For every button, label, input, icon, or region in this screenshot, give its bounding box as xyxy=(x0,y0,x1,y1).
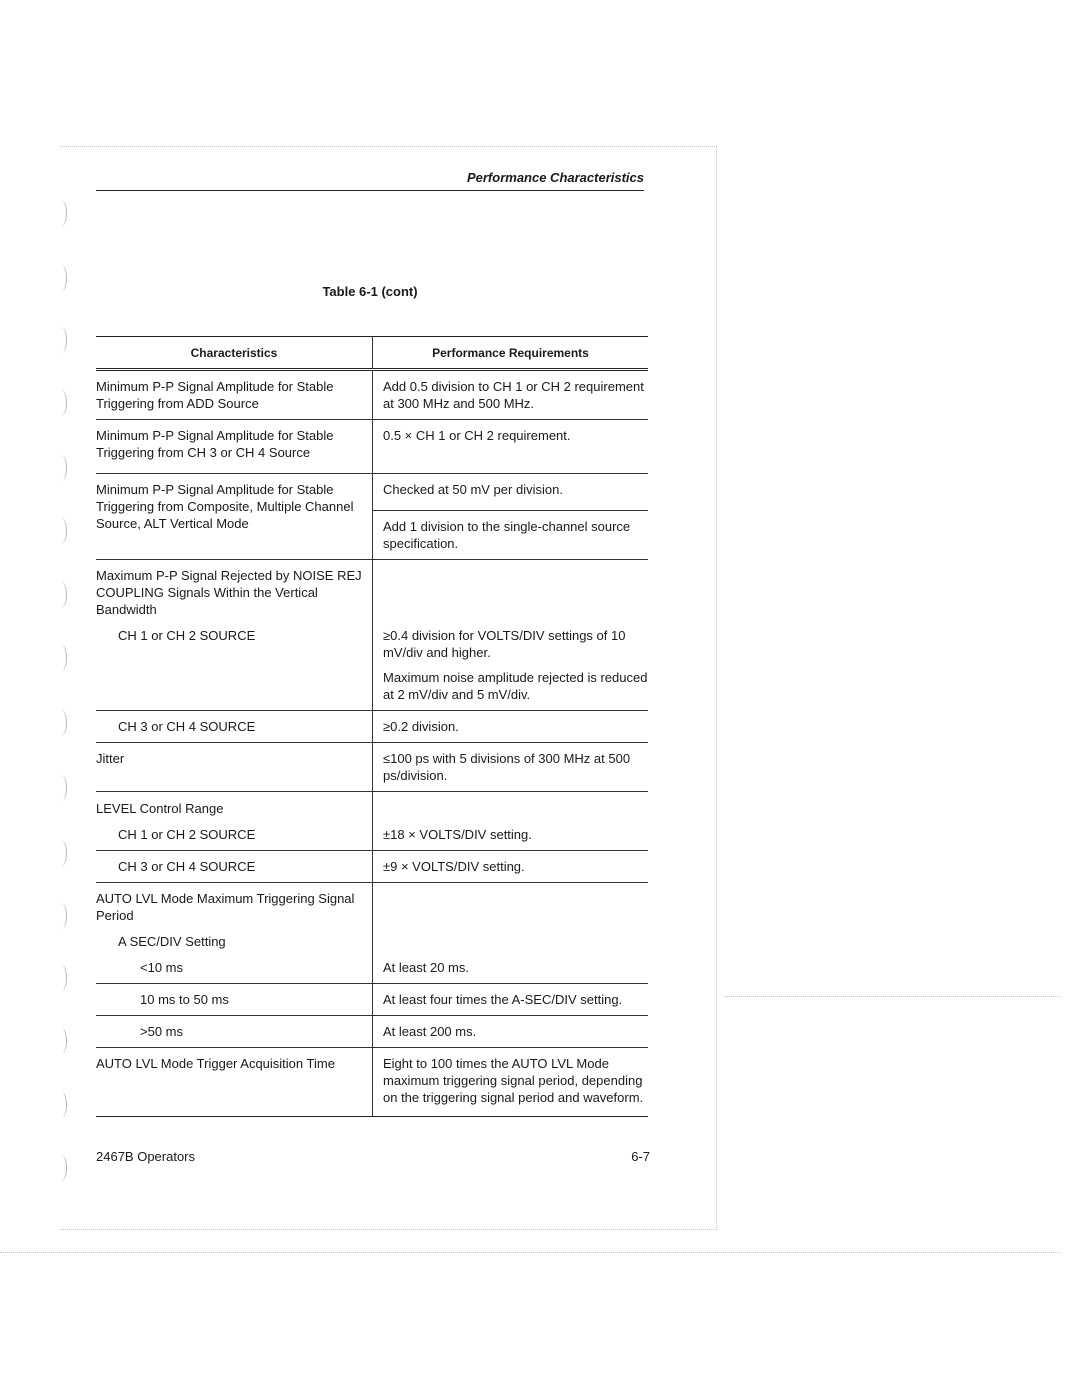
requirement-cell: Maximum noise amplitude rejected is reduced at 2 mV/div and 5 mV/div. xyxy=(373,665,649,711)
table-row xyxy=(96,952,648,984)
characteristic-cell: Minimum P-P Signal Amplitude for Stable Triggering from Composite, Multiple Channel Source, ALT Vertical Mode xyxy=(96,474,373,560)
characteristic-cell: Jitter xyxy=(96,743,373,792)
binder-hole-mark xyxy=(56,645,67,671)
binder-hole-mark xyxy=(56,390,67,416)
binder-hole-mark xyxy=(56,1028,67,1054)
header-rule xyxy=(96,190,644,191)
requirement-cell xyxy=(373,560,649,621)
characteristic-cell: CH 3 or CH 4 SOURCE xyxy=(96,851,373,883)
requirement-cell: ±9 × VOLTS/DIV setting. xyxy=(373,851,649,883)
requirement-cell: At least 200 ms. xyxy=(373,1016,649,1048)
characteristic-cell: Maximum P-P Signal Rejected by NOISE REJ COUPLING Signals Within the Vertical Bandwidth xyxy=(96,560,373,621)
table-row xyxy=(96,743,648,792)
requirement-cell: ≥0.4 division for VOLTS/DIV settings of 10 mV/div and higher. xyxy=(383,628,626,660)
binder-hole-mark xyxy=(56,200,67,226)
requirement-cell: Eight to 100 times the AUTO LVL Mode maximum triggering signal period, depending on the triggering signal period and waveform. xyxy=(373,1048,649,1117)
table-row xyxy=(96,420,648,474)
binder-hole-mark xyxy=(56,327,67,353)
footer-page-number: 6-7 xyxy=(631,1149,650,1164)
column-header-characteristics: Characteristics xyxy=(96,337,373,370)
characteristic-cell: CH 1 or CH 2 SOURCE xyxy=(96,819,373,851)
characteristic-cell: LEVEL Control Range xyxy=(96,792,373,820)
table-row xyxy=(96,370,648,420)
characteristic-cell: AUTO LVL Mode Maximum Triggering Signal Period xyxy=(96,883,373,927)
binder-hole-mark xyxy=(56,903,67,929)
requirement-cell xyxy=(373,926,649,952)
table-row xyxy=(96,560,648,621)
spec-table xyxy=(96,336,648,1117)
table-header-row xyxy=(96,337,648,370)
column-header-requirements: Performance Requirements xyxy=(373,337,649,370)
requirement-cell: ±18 × VOLTS/DIV setting. xyxy=(373,819,649,851)
scan-edge-side xyxy=(724,996,1060,997)
binder-hole-mark xyxy=(56,1155,67,1181)
binder-hole-mark xyxy=(56,840,67,866)
scan-edge-top xyxy=(60,146,715,147)
characteristic-cell: Minimum P-P Signal Amplitude for Stable Triggering from ADD Source xyxy=(96,370,373,420)
binder-hole-mark xyxy=(56,518,67,544)
binder-hole-mark xyxy=(56,775,67,801)
running-header: Performance Characteristics xyxy=(466,170,644,185)
requirement-cell: Add 1 division to the single-channel source specification. xyxy=(373,511,649,560)
table-row xyxy=(96,711,648,743)
requirement-cell: At least four times the A-SEC/DIV setting. xyxy=(373,984,649,1016)
requirement-cell: ≤100 ps with 5 divisions of 300 MHz at 500 ps/division. xyxy=(373,743,649,792)
table-row xyxy=(96,819,648,851)
scan-edge-lower xyxy=(0,1252,1060,1253)
table-row xyxy=(96,620,648,665)
table-row xyxy=(96,792,648,820)
table-row xyxy=(96,474,648,511)
binder-hole-mark xyxy=(56,455,67,481)
requirement-cell xyxy=(373,883,649,927)
requirement-cell: Checked at 50 mV per division. xyxy=(373,474,649,511)
binder-hole-mark xyxy=(56,710,67,736)
table-row xyxy=(96,926,648,952)
table-row xyxy=(96,851,648,883)
binder-hole-mark xyxy=(56,582,67,608)
requirement-cell xyxy=(373,792,649,820)
table-row xyxy=(96,883,648,927)
requirement-cell: Add 0.5 division to CH 1 or CH 2 requirement at 300 MHz and 500 MHz. xyxy=(373,370,649,420)
requirement-cell: 0.5 × CH 1 or CH 2 requirement. xyxy=(373,420,649,474)
binder-hole-mark xyxy=(56,265,67,291)
table-row xyxy=(96,1048,648,1117)
characteristic-cell: >50 ms xyxy=(96,1016,373,1048)
table-row xyxy=(96,1016,648,1048)
scan-edge-right xyxy=(716,146,717,1230)
characteristic-cell: 10 ms to 50 ms xyxy=(96,984,373,1016)
binder-hole-mark xyxy=(56,965,67,991)
requirement-cell: ≥0.2 division. xyxy=(373,711,649,743)
characteristic-cell: Minimum P-P Signal Amplitude for Stable Triggering from CH 3 or CH 4 Source xyxy=(96,420,373,474)
characteristic-cell: <10 ms xyxy=(96,952,373,984)
characteristic-cell: CH 3 or CH 4 SOURCE xyxy=(96,711,373,743)
binder-hole-mark xyxy=(56,1092,67,1118)
characteristic-cell: A SEC/DIV Setting xyxy=(96,926,373,952)
characteristic-cell: CH 1 or CH 2 SOURCE xyxy=(96,620,373,711)
requirement-cell: At least 20 ms. xyxy=(373,952,649,984)
characteristic-cell: AUTO LVL Mode Trigger Acquisition Time xyxy=(96,1048,373,1117)
table-row xyxy=(96,984,648,1016)
table-caption: Table 6-1 (cont) xyxy=(322,284,418,299)
footer-manual-title: 2467B Operators xyxy=(96,1149,196,1164)
scan-edge-bottom xyxy=(60,1229,716,1230)
